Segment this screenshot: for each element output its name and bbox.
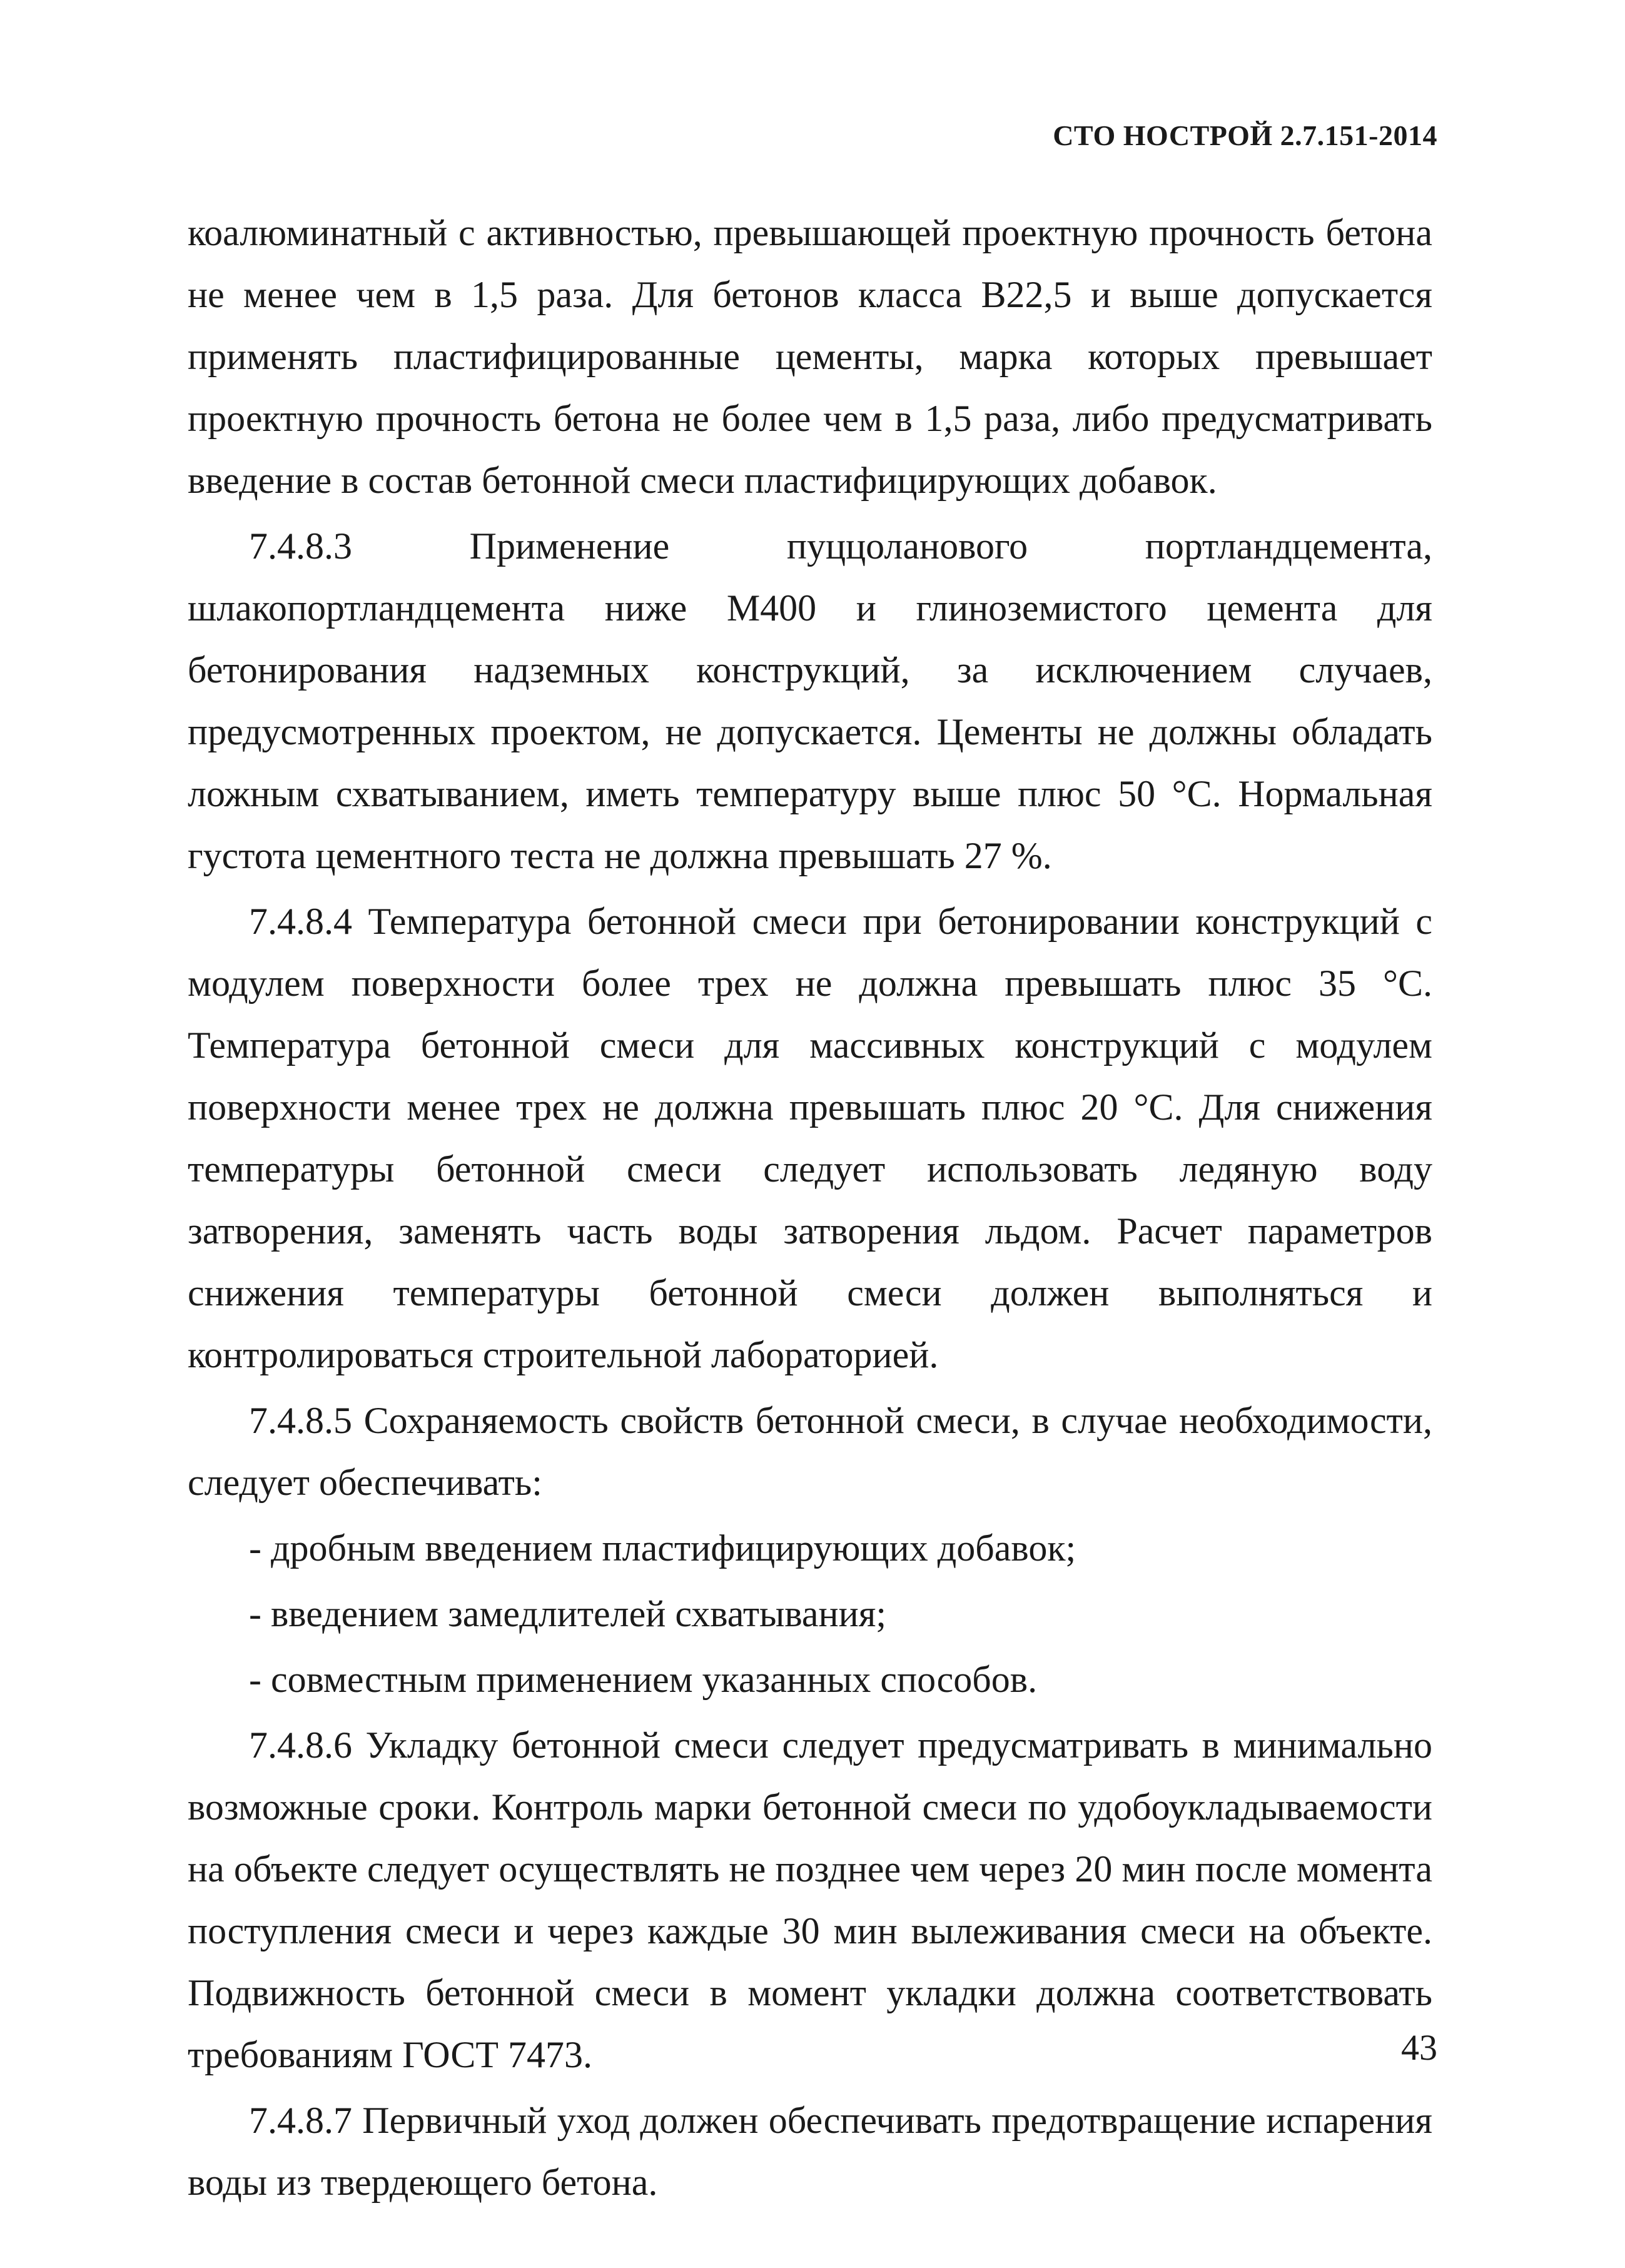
paragraph-7-4-8-6: 7.4.8.6 Укладку бетонной смеси следует предусматривать в минимально возможные сроки. Контроль марки бетонной смеси по удобоукладываемости на объекте следует осуществлять не позднее чем через 20 мин после момента поступления смеси и через каждые 30 мин вылеживания смеси на объекте. Подвижность бетонной смеси в момент укладки должна соответствовать требованиям ГОСТ 7473. xyxy=(188,1724,1432,2075)
body-text xyxy=(188,202,1432,2214)
paragraph-7-4-8-7: 7.4.8.7 Первичный уход должен обеспечивать предотвращение испарения воды из твердеющего бетона. xyxy=(188,2100,1432,2203)
list-item-fractional-addition: - дробным введением пластифицирующих добавок; xyxy=(249,1527,1076,1569)
paragraph-7-4-8-5: 7.4.8.5 Сохраняемость свойств бетонной смеси, в случае необходимости, следует обеспечивать: xyxy=(188,1400,1432,1503)
list-item-combined-methods: - совместным применением указанных способов. xyxy=(249,1659,1038,1700)
paragraph-7-4-8-4: 7.4.8.4 Температура бетонной смеси при бетонировании конструкций с модулем поверхности более трех не должна превышать плюс 35 °С. Температура бетонной смеси для массивных конструкций с модулем поверхности менее трех не должна превышать плюс 20 °С. Для снижения температуры бетонной смеси следует использовать ледяную воду затворения, заменять часть воды затворения льдом. Расчет параметров снижения температуры бетонной смеси должен выполняться и контролироваться строительной лабораторией. xyxy=(188,901,1432,1375)
list-item-set-retarders: - введением замедлителей схватывания; xyxy=(249,1593,887,1634)
paragraph-continuation: коалюминатный с активностью, превышающей проектную прочность бетона не менее чем в 1,5 раза. Для бетонов класса В22,5 и выше допускается применять пластифицированные цементы, марка которых превышает проектную прочность бетона не более чем в 1,5 раза, либо предусматривать введение в состав бетонной смеси пластифицирующих добавок. xyxy=(188,212,1432,501)
paragraph-7-4-8-3: 7.4.8.3 Применение пуццоланового портландцемента, шлакопортландцемента ниже М400 и глиноземистого цемента для бетонирования надземных конструкций, за исключением случаев, предусмотренных проектом, не допускается. Цементы не должны обладать ложным схватыванием, иметь температуру выше плюс 50 °С. Нормальная густота цементного теста не должна превышать 27 %. xyxy=(188,525,1432,876)
document-code-header: СТО НОСТРОЙ 2.7.151-2014 xyxy=(1053,119,1437,151)
page-number: 43 xyxy=(1401,2027,1437,2068)
